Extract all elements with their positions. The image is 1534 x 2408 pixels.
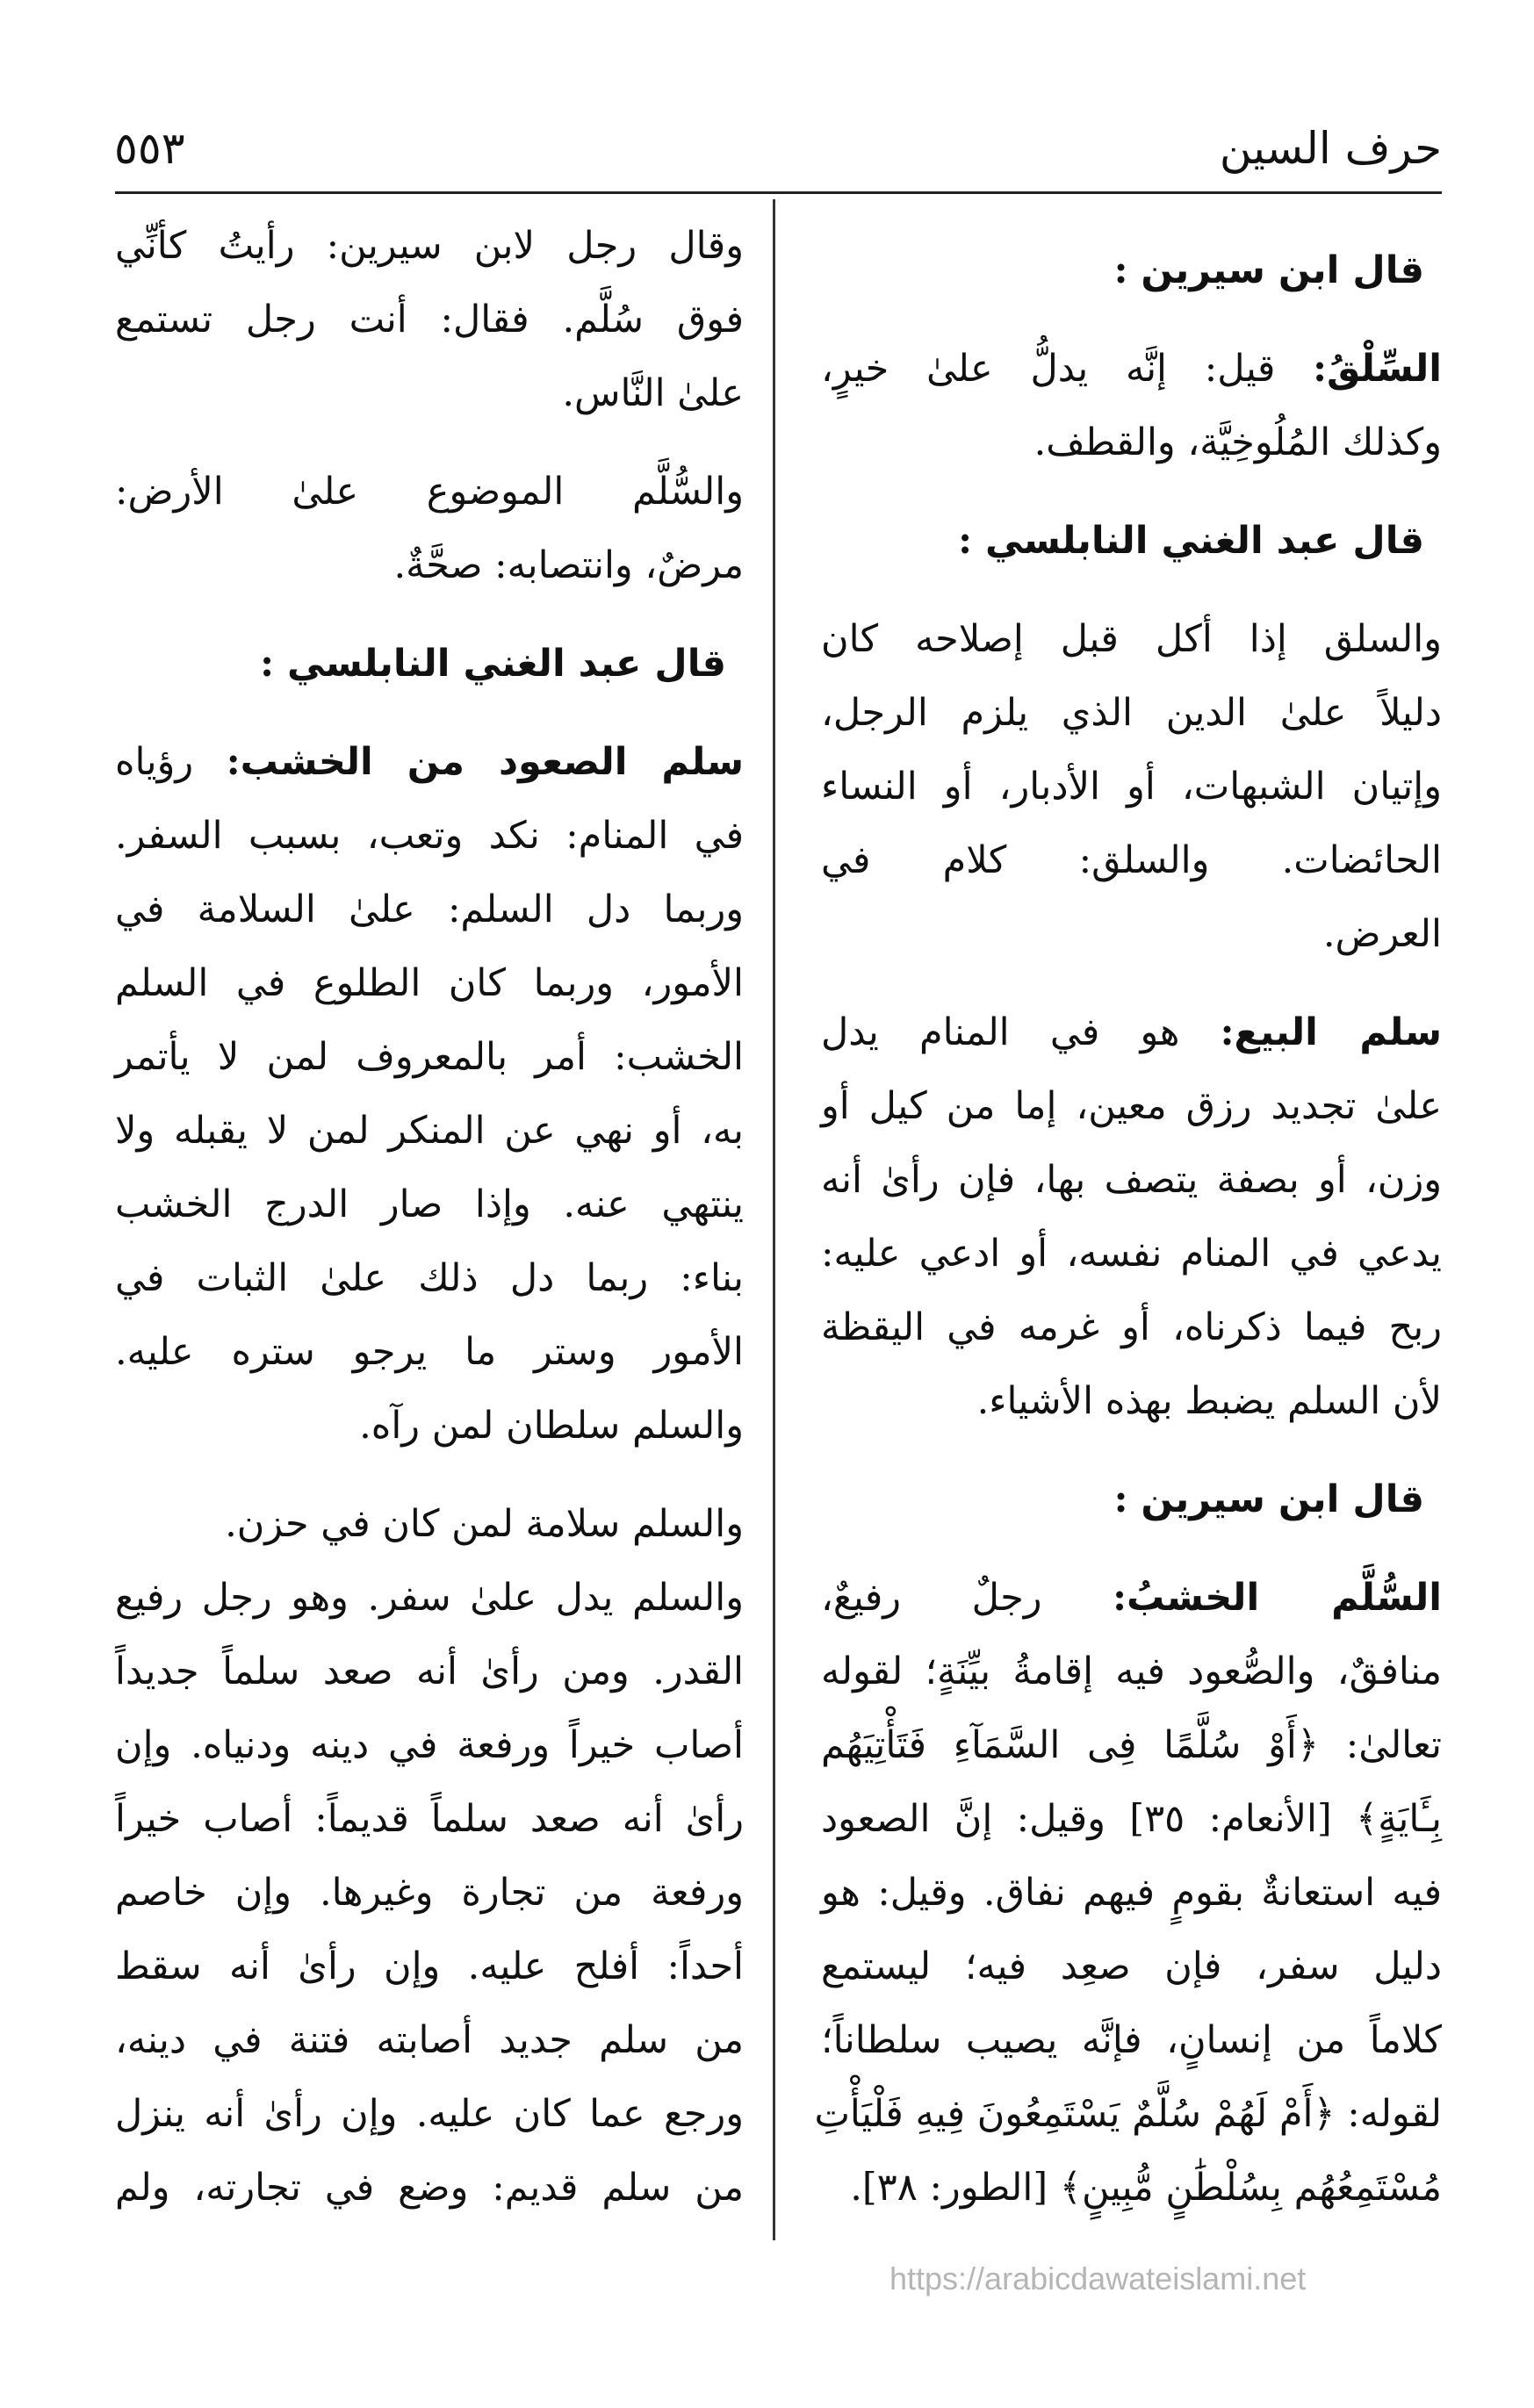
text-line [821, 332, 1442, 406]
text-line [115, 455, 744, 528]
line-text: لقوله: ﴿أَمْ لَهُمْ سُلَّمٌ يَسْتَمِعُونَ فِيهِ فَلْيَأْتِ [814, 2092, 1442, 2136]
line-text: قال ابن سيرين : [1113, 248, 1424, 292]
line-text: ربح فيما ذكرناه، أو غرمه في اليقظة [821, 1305, 1442, 1349]
line-text: علىٰ تجديد رزق معين، إما من كيل أو [821, 1084, 1442, 1128]
line-text: رأىٰ أنه صعد سلماً قديماً: أصاب خيراً [115, 1797, 744, 1841]
line-text: من سلم قديم: وضع في تجارته، ولم [115, 2166, 744, 2210]
line-text: ورجع عما كان عليه. وإن رأىٰ أنه ينزل [115, 2092, 744, 2136]
line-text: أصاب خيراً ورفعة في دينه ودنياه. وإن [115, 1723, 744, 1767]
line-text: قال عبد الغني النابلسي : [958, 519, 1424, 563]
paragraph [115, 455, 744, 602]
text-line [821, 1364, 1442, 1438]
paragraph [821, 996, 1442, 1438]
text-line [821, 234, 1442, 307]
text-line [115, 1856, 744, 1930]
line-text: ورفعة من تجارة وغيرها. وإن خاصم [115, 1871, 744, 1915]
left-column [115, 209, 744, 2249]
line-text: والسلم سلامة لمن كان في حزن. [225, 1502, 744, 1546]
text-line [115, 1389, 744, 1463]
text-line [821, 1069, 1442, 1143]
line-text: لأن السلم يضبط بهذه الأشياء. [976, 1379, 1442, 1423]
text-line [821, 823, 1442, 897]
line-text: تعالىٰ: ﴿أَوْ سُلَّمًا فِى السَّمَآءِ فَتَأْتِيَهُم [821, 1723, 1442, 1767]
line-text: علىٰ النَّاس. [562, 371, 744, 415]
section-heading [115, 627, 744, 701]
paragraph [115, 209, 744, 430]
line-text: الأمور، وربما كان الطلوع في السلم [115, 961, 744, 1005]
line-text: الخشب: أمر بالمعروف لمن لا يأتمر [115, 1035, 744, 1079]
text-line [821, 2151, 1442, 2225]
line-text: والسلم يدل علىٰ سفر. وهو رجل رفيع [115, 1576, 744, 1620]
text-line [115, 1487, 744, 1561]
line-text: وكذلك المُلُوخِيَّة، والقطف. [1033, 421, 1442, 464]
line-text: في المنام: نكد وتعب، بسبب السفر. [115, 814, 744, 858]
text-line [115, 1020, 744, 1094]
text-line [821, 1635, 1442, 1708]
line-text: بِـَٔايَةٍ﴾ [الأنعام: ٣٥] وقيل: إنَّ الصعود [821, 1797, 1442, 1841]
line-text: قال عبد الغني النابلسي : [260, 642, 726, 686]
line-text: رجلٌ رفيعٌ، [821, 1576, 1042, 1620]
text-line [821, 1561, 1442, 1635]
line-text: فيه استعانةٌ بقومٍ فيهم نفاق. وقيل: هو [821, 1871, 1442, 1915]
text-line [115, 1094, 744, 1168]
line-text: دليلاً علىٰ الدين الذي يلزم الرجل، [821, 691, 1442, 735]
text-line [115, 873, 744, 946]
text-line [115, 1782, 744, 1856]
line-text: وإتيان الشبهات، أو الأدبار، أو النساء [821, 765, 1442, 809]
line-text: وزن، أو بصفة يتصف بها، فإن رأىٰ أنه [821, 1158, 1442, 1202]
section-heading [821, 234, 1442, 307]
line-text: قيل: إنَّه يدلُّ علىٰ خيرٍ، [821, 347, 1276, 391]
paragraph [115, 1487, 744, 1561]
line-text: من سلم جديد أصابته فتنة في دينه، [115, 2018, 744, 2062]
text-line [115, 209, 744, 283]
line-text: فوق سُلَّم. فقال: أنت رجل تستمع [115, 298, 744, 341]
text-line [821, 1708, 1442, 1782]
header-rule [115, 191, 1442, 194]
text-line [821, 750, 1442, 823]
text-line [821, 1930, 1442, 2003]
line-text: العرض. [1322, 912, 1442, 956]
running-title: حرف السين [1219, 123, 1442, 174]
line-text: منافقٌ، والصُّعود فيه إقامةُ بيِّنَةٍ؛ لقوله [821, 1650, 1442, 1693]
text-line [814, 2077, 1442, 2151]
text-line [821, 504, 1442, 578]
section-heading [821, 504, 1442, 578]
line-text: مرضٌ، وانتصابه: صحَّةٌ. [393, 543, 744, 587]
line-text: قال ابن سيرين : [1113, 1477, 1424, 1521]
paragraph [821, 332, 1442, 479]
line-text: الحائضات. والسلق: كلام في [821, 838, 1442, 882]
text-line [821, 897, 1442, 971]
text-line [115, 946, 744, 1020]
line-text: الأمور وستر ما يرجو ستره عليه. [115, 1330, 744, 1374]
line-text: والسُّلَّم الموضوع علىٰ الأرض: [115, 470, 744, 514]
line-text: وقال رجل لابن سيرين: رأيتُ كأنِّي [115, 224, 744, 268]
text-line [115, 528, 744, 602]
watermark-url: https://arabicdawateislami.net [889, 2261, 1307, 2297]
text-line [115, 1241, 744, 1315]
paragraph [814, 1561, 1442, 2225]
text-line [115, 2151, 744, 2225]
text-line [821, 1143, 1442, 1217]
text-line [115, 2003, 744, 2077]
paragraph [115, 1561, 744, 2225]
text-line [115, 356, 744, 430]
entry-term: سلم الصعود من الخشب: [226, 740, 744, 784]
column-divider [773, 199, 775, 2240]
line-text: وربما دل السلم: علىٰ السلامة في [115, 888, 744, 931]
section-heading [821, 1463, 1442, 1536]
text-line [821, 1217, 1442, 1290]
text-line [115, 1708, 744, 1782]
line-text: والسلق إذا أكل قبل إصلاحه كان [821, 617, 1442, 661]
paragraph [821, 602, 1442, 971]
line-text: رؤياه [115, 740, 194, 784]
line-text: كلاماً من إنسانٍ، فإنَّه يصيب سلطاناً؛ [821, 2018, 1442, 2062]
text-line [821, 2003, 1442, 2077]
text-line [821, 996, 1442, 1069]
text-line [115, 1168, 744, 1241]
text-line [821, 602, 1442, 676]
text-line [115, 2077, 744, 2151]
line-text: هو في المنام يدل [821, 1010, 1180, 1054]
right-column [814, 234, 1442, 2249]
entry-term: سلم البيع: [1220, 1010, 1442, 1054]
text-line [115, 627, 744, 701]
line-text: مُسْتَمِعُهُم بِسُلْطَٰنٍ مُّبِينٍ﴾ [الطور: ٣٨]. [850, 2166, 1442, 2210]
text-line [821, 676, 1442, 750]
text-line [821, 1782, 1442, 1856]
line-text: ينتهي عنه. وإذا صار الدرج الخشب [115, 1182, 744, 1226]
line-text: يدعي في المنام نفسه، أو ادعي عليه: [821, 1232, 1442, 1276]
text-line [821, 406, 1442, 479]
line-text: أحداً: أفلح عليه. وإن رأىٰ أنه سقط [115, 1944, 744, 1988]
text-line [115, 1561, 744, 1635]
paragraph [115, 725, 744, 1463]
text-line [821, 1290, 1442, 1364]
line-text: والسلم سلطان لمن رآه. [359, 1404, 744, 1448]
text-line [115, 283, 744, 356]
page-number: ٥٥٣ [114, 123, 185, 174]
entry-term: السُّلَّم الخشبُ: [1113, 1576, 1442, 1620]
text-line [821, 1856, 1442, 1930]
line-text: القدر. ومن رأىٰ أنه صعد سلماً جديداً [115, 1650, 744, 1693]
line-text: بناء: ربما دل ذلك علىٰ الثبات في [115, 1256, 744, 1300]
entry-term: السِّلْقُ: [1313, 347, 1442, 391]
line-text: دليل سفر، فإن صعِد فيه؛ ليستمع [821, 1944, 1442, 1988]
text-line [115, 1635, 744, 1708]
text-line [115, 725, 744, 799]
text-line [115, 1930, 744, 2003]
text-line [821, 1463, 1442, 1536]
line-text: به، أو نهي عن المنكر لمن لا يقبله ولا [115, 1109, 744, 1153]
text-line [115, 1315, 744, 1389]
text-line [115, 799, 744, 873]
